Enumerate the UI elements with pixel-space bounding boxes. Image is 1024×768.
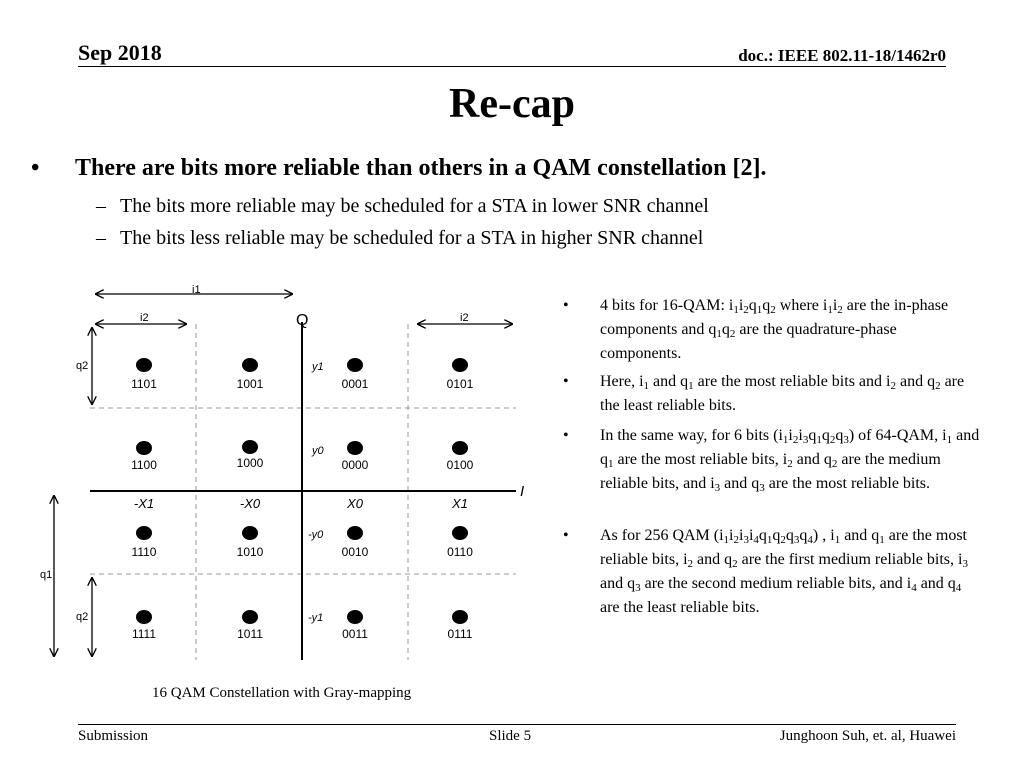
main-bullet-text: There are bits more reliable than others in a QAM constellation [2]. (75, 155, 767, 181)
bullet-marker: • (563, 297, 569, 314)
y-tick: -y0 (308, 529, 324, 541)
subscript: 2 (687, 558, 694, 570)
subscript: 4 (955, 582, 962, 594)
subscript: 1 (946, 434, 953, 446)
note-text: q (758, 527, 767, 544)
slide-number: Slide 5 (489, 728, 532, 744)
i2-label-left: i2 (140, 312, 149, 324)
constellation-point (136, 610, 152, 624)
subscript: 3 (743, 534, 749, 546)
subscript: 4 (753, 534, 759, 546)
y-tick: y0 (312, 445, 324, 457)
subscript: 4 (911, 582, 917, 594)
bullet-marker: • (563, 427, 569, 444)
note-text: and q (720, 475, 760, 492)
note-text: i (739, 527, 744, 544)
note-text: are the in-phase components and q (600, 297, 949, 338)
figure-caption: 16 QAM Constellation with Gray-mapping (152, 685, 412, 701)
note-text: are the least reliable bits. (600, 373, 965, 414)
note-text: q (821, 427, 830, 444)
constellation-point (452, 610, 468, 624)
note-text: q (772, 527, 781, 544)
i-axis-label: I (520, 483, 525, 500)
note-text: i (788, 427, 793, 444)
q2-label-top: q2 (76, 360, 89, 372)
subscript: 2 (837, 304, 843, 316)
sub-bullet-text: The bits less reliable may be scheduled for a STA in higher SNR channel (120, 227, 704, 249)
main-bullet (31, 155, 767, 182)
point-label: 1011 (237, 627, 263, 641)
subscript: 3 (802, 434, 809, 446)
note-text: q (799, 527, 808, 544)
document-number: doc.: IEEE 802.11-18/1462r0 (738, 46, 946, 65)
subscript: 2 (935, 380, 941, 392)
constellation-point (242, 526, 258, 540)
constellation-point (347, 358, 363, 372)
subscript: 3 (843, 434, 849, 446)
subscript: 2 (770, 304, 776, 316)
subscript: 1 (834, 534, 841, 546)
header-date: Sep 2018 (78, 40, 162, 65)
note-text: q (808, 427, 817, 444)
point-label: 0111 (447, 627, 473, 641)
note-text: 4 bits for 16-QAM: i (600, 297, 734, 314)
note-text: i (748, 527, 754, 544)
bullet-marker: • (31, 155, 40, 181)
note-text: i (832, 297, 838, 314)
note-item (563, 294, 980, 366)
note-text: are the medium reliable bits, and i (600, 451, 941, 492)
note-text: are the quadrature-phase components. (600, 321, 897, 362)
note-text: and q (693, 551, 733, 568)
note-text: and q (792, 451, 832, 468)
subscript: 1 (766, 534, 773, 546)
note-text: i (738, 297, 744, 314)
point-label: 1000 (236, 456, 264, 470)
note-text: and q (600, 427, 980, 468)
constellation-point (452, 526, 468, 540)
subscript: 1 (608, 458, 614, 470)
subscript: 1 (643, 380, 650, 392)
constellation-point (347, 441, 363, 455)
constellation-point (136, 526, 152, 540)
note-text: are the most reliable bits and i (693, 373, 891, 390)
note-text: are the second medium reliable bits, and i (640, 575, 912, 592)
sub-bullet (96, 195, 709, 218)
subscript: 3 (714, 482, 721, 494)
dash-marker: – (96, 227, 106, 249)
constellation-point (452, 358, 468, 372)
slide-title: Re-cap (449, 81, 575, 127)
constellation-point (347, 526, 363, 540)
subscript: 2 (787, 458, 793, 470)
x-tick: -X0 (239, 496, 261, 511)
note-text: ) of 64-QAM, i (848, 427, 947, 444)
bullet-marker: • (563, 527, 569, 544)
footer-submission: Submission (78, 728, 149, 744)
note-text: are the first medium reliable bits, i (737, 551, 963, 568)
subscript: 3 (793, 534, 800, 546)
note-text: where i (775, 297, 828, 314)
constellation-point (242, 358, 258, 372)
note-text: are the most reliable bits. (764, 475, 931, 492)
subscript: 1 (733, 304, 739, 316)
note-text: q (835, 427, 844, 444)
point-label: 1100 (131, 458, 157, 472)
subscript: 2 (743, 304, 749, 316)
qam-constellation-figure (38, 284, 538, 664)
point-label: 0101 (446, 377, 474, 391)
subscript: 3 (962, 558, 968, 570)
note-text: i (798, 427, 803, 444)
note-text: are the most reliable bits, i (613, 451, 788, 468)
point-label: 1001 (236, 377, 264, 391)
bullet-marker: • (563, 373, 569, 390)
note-item (563, 424, 980, 496)
y-tick: y1 (312, 361, 324, 373)
sub-bullet (96, 227, 704, 250)
subscript: 3 (759, 482, 765, 494)
y-tick: -y1 (308, 612, 324, 624)
x-tick: X0 (347, 496, 363, 511)
i2-label-right: i2 (460, 312, 469, 324)
subscript: 2 (831, 458, 838, 470)
subscript: 1 (688, 380, 694, 392)
constellation-point (452, 441, 468, 455)
dash-marker: – (96, 195, 106, 217)
subscript: 2 (829, 434, 836, 446)
q-axis-label: Q (296, 312, 309, 329)
note-text: q (748, 297, 757, 314)
note-text: i (729, 527, 734, 544)
note-text: and q (916, 575, 956, 592)
q2-label-bottom: q2 (76, 611, 89, 623)
constellation-point (136, 358, 152, 372)
footer-author: Junghoon Suh, et. al, Huawei (779, 728, 956, 744)
note-item (563, 370, 980, 418)
subscript: 2 (792, 434, 799, 446)
subscript: 2 (732, 558, 738, 570)
note-text: q (762, 297, 771, 314)
point-label: 0000 (341, 458, 369, 472)
sub-bullet-text: The bits more reliable may be scheduled for a STA in lower SNR channel (120, 195, 709, 217)
point-label: 1010 (236, 545, 264, 559)
note-item (563, 524, 980, 620)
x-tick: -X1 (133, 496, 155, 511)
constellation-point (136, 441, 152, 455)
note-text: q (721, 321, 730, 338)
subscript: 1 (879, 534, 885, 546)
i1-label: i1 (192, 284, 201, 296)
q1-label: q1 (40, 569, 53, 581)
constellation-point (242, 610, 258, 624)
constellation-point (242, 440, 258, 454)
note-text: are the least reliable bits. (600, 599, 760, 616)
footer-rule (78, 724, 956, 725)
subscript: 1 (827, 304, 833, 316)
point-label: 1101 (131, 377, 157, 391)
point-label: 1110 (131, 545, 157, 559)
subscript: 3 (635, 582, 641, 594)
subscript: 2 (780, 534, 786, 546)
subscript: 2 (733, 534, 739, 546)
subscript: 1 (816, 434, 822, 446)
x-tick: X1 (452, 496, 468, 511)
note-text: ) , i (812, 527, 835, 544)
point-label: 0010 (341, 545, 369, 559)
point-label: 1111 (131, 627, 157, 641)
note-text: and q (840, 527, 880, 544)
subscript: 4 (807, 534, 813, 546)
subscript: 1 (756, 304, 763, 316)
note-text: q (785, 527, 794, 544)
point-label: 0110 (447, 545, 473, 559)
point-label: 0100 (446, 458, 474, 472)
note-text: are the most reliable bits, i (600, 527, 967, 568)
note-text: As for 256 QAM (i (600, 527, 724, 544)
subscript: 1 (782, 434, 789, 446)
note-text: and q (895, 373, 936, 390)
subscript: 2 (729, 328, 736, 340)
note-text: and q (600, 575, 636, 592)
subscript: 1 (716, 328, 722, 340)
note-text: Here, i (600, 373, 644, 390)
note-text: In the same way, for 6 bits (i (600, 427, 783, 444)
point-label: 0011 (342, 627, 368, 641)
subscript: 1 (723, 534, 730, 546)
header-rule (78, 66, 946, 67)
subscript: 2 (890, 380, 896, 392)
note-text: and q (649, 373, 689, 390)
point-label: 0001 (341, 377, 369, 391)
constellation-point (347, 610, 363, 624)
